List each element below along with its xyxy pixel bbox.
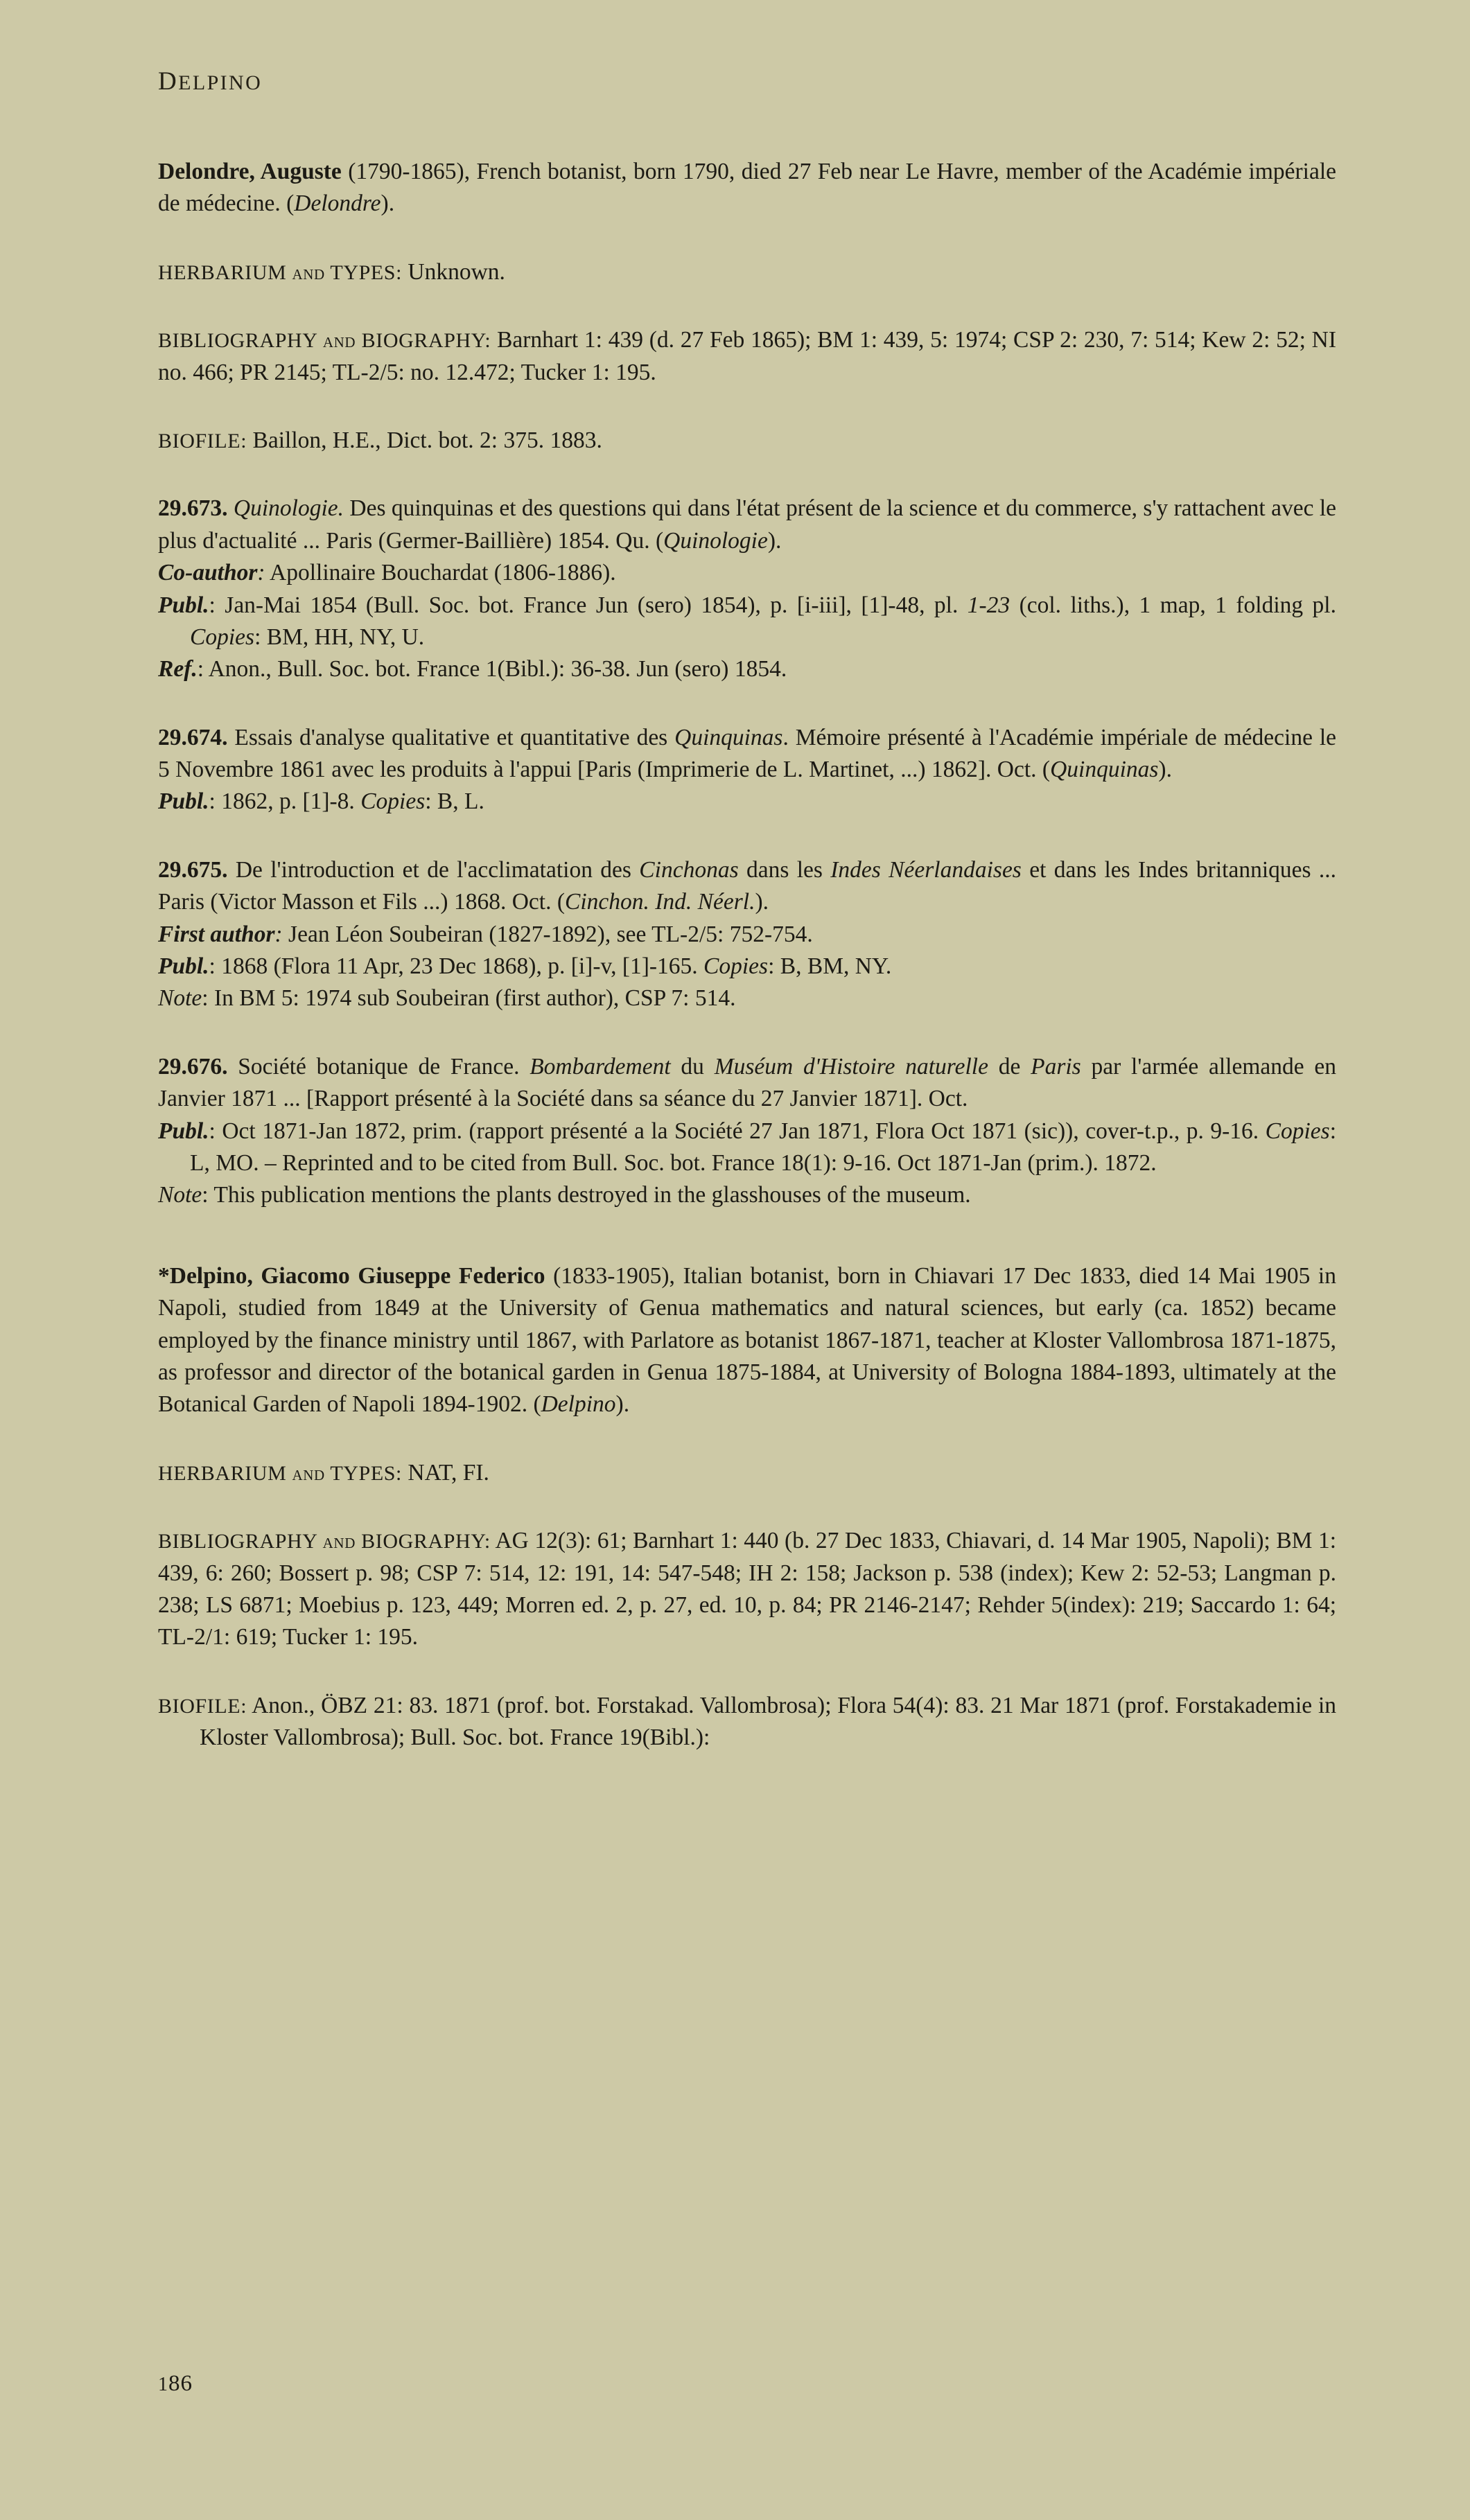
publ-text-29-674: 1862, p. [1]-8. Copies: B, L. (221, 788, 484, 815)
delpino-herbarium-text: NAT, FI. (408, 1459, 489, 1486)
publication-29-676-text: Société botanique de France. Bombardement du Muséum d'Histoire naturelle de Paris par l'armée allemande en Janvier 1871 ... [Rapport présenté à la Société dans sa séance du 27 Janvier 1871]. Oct. (158, 1053, 1337, 1112)
publication-29-673-body (158, 493, 1336, 557)
publication-number-29-674: 29.674. (158, 724, 228, 750)
publication-29-673-coauthor: Co-author: Apollinaire Bouchardat (1806-1886). (158, 560, 616, 586)
note-text-29-676: This publication mentions the plants destroyed in the glasshouses of the museum. (213, 1182, 971, 1208)
headword-delondre: Delondre, Auguste (158, 159, 342, 184)
first-author-text: Jean Léon Soubeiran (1827-1892), see TL-2/5: 752-754. (288, 921, 813, 947)
delondre-bibliography-section (158, 324, 1336, 389)
publication-29-676-publ: Publ.: Oct 1871-Jan 1872, prim. (rapport présenté a la Société 27 Jan 1871, Flora Oct 1871 (sic)), cover-t.p., p. 9-16. Copies: L, MO. – Reprinted and to be cited from Bull. Soc. bot. France 18(1): 9-16. Oct 1871-Jan (prim.). 1872. (158, 1118, 1337, 1176)
running-head-text: ELPINO (178, 71, 263, 94)
page-content (158, 67, 1336, 1754)
publ-text-29-675: 1868 (Flora 11 Apr, 23 Dec 1868), p. [i]-v, [1]-165. Copies: B, BM, NY. (221, 953, 892, 980)
publication-29-674-publ: Publ.: 1862, p. [1]-8. Copies: B, L. (158, 788, 484, 815)
delondre-bibliography-text: Barnhart 1: 439 (d. 27 Feb 1865); BM 1: 439, 5: 1974; CSP 2: 230, 7: 514; Kew 2: 52; NI no. 466; PR 2145; TL-2/5: no. 12.472; Tucker 1: 195. (158, 327, 1337, 385)
publ-text-29-673: Jan-Mai 1854 (Bull. Soc. bot. France Jun (sero) 1854), p. [i-iii], [1]-48, pl. 1-23 (col. liths.), 1 map, 1 folding pl. Copies: BM, HH, NY, U. (190, 592, 1336, 650)
section-label-biofile: BIOFILE: (158, 429, 247, 452)
publication-29-676 (158, 1051, 1336, 1212)
page-number-text: 86 (168, 2371, 193, 2396)
delpino-herbarium-section (158, 1457, 1336, 1489)
ref-text-29-673: Anon., Bull. Soc. bot. France 1(Bibl.): 36-38. Jun (sero) 1854. (208, 656, 787, 682)
entry-delondre-head (158, 156, 1336, 220)
page-number: 186 (158, 2371, 193, 2396)
section-label-biofile-2: BIOFILE: (158, 1694, 247, 1718)
coauthor-text: Apollinaire Bouchardat (1806-1886). (270, 560, 616, 586)
publication-number-29-673: 29.673. (158, 495, 228, 522)
delpino-bibliography-section (158, 1525, 1336, 1654)
publication-29-673-text: Des quinquinas et des questions qui dans l'état présent de la science et du commerce, s'y rattachent avec le plus d'actualité ... Paris (Germer-Baillière) 1854. Qu. (Quinologie). (158, 495, 1337, 554)
running-head: DELPINO (158, 67, 263, 96)
publication-number-29-675: 29.675. (158, 856, 228, 883)
publ-text-29-676: Oct 1871-Jan 1872, prim. (rapport présenté a la Société 27 Jan 1871, Flora Oct 1871 (sic)), cover-t.p., p. 9-16. Copies: L, MO. – Reprinted and to be cited from Bull. Soc. bot. France 18(1): 9-16. Oct 1871-Jan (prim.). 1872. (190, 1118, 1337, 1176)
publication-29-675-publ: Publ.: 1868 (Flora 11 Apr, 23 Dec 1868), p. [i]-v, [1]-165. Copies: B, BM, NY. (158, 953, 892, 980)
publication-29-676-body (158, 1051, 1336, 1116)
entry-delpino-head (158, 1260, 1336, 1421)
publication-29-673 (158, 493, 1336, 685)
delondre-biofile-section (158, 425, 1336, 457)
section-label-herbarium: HERBARIUM (158, 261, 287, 284)
publication-29-675-first-author: First author: Jean Léon Soubeiran (1827-1892), see TL-2/5: 752-754. (158, 921, 813, 947)
section-label-bibliography-2: BIBLIOGRAPHY and BIOGRAPHY: (158, 1530, 491, 1553)
headword-delpino: *Delpino, Giacomo Giuseppe Federico (158, 1262, 545, 1289)
section-label-herbarium-2: HERBARIUM and TYPES: (158, 1461, 402, 1485)
publication-number-29-676: 29.676. (158, 1053, 228, 1080)
publication-29-675 (158, 854, 1336, 1015)
publication-29-676-note: Note: This publication mentions the plants destroyed in the glasshouses of the museum. (158, 1182, 971, 1208)
section-label-bibliography: BIBLIOGRAPHY and BIOGRAPHY: (158, 329, 491, 353)
section-label-and: and (286, 261, 331, 284)
publication-29-674-body (158, 722, 1336, 786)
note-text-29-675: In BM 5: 1974 sub Soubeiran (first author), CSP 7: 514. (213, 985, 736, 1012)
delondre-herbarium-text: Unknown. (408, 258, 505, 285)
delpino-bibliography-text: AG 12(3): 61; Barnhart 1: 440 (b. 27 Dec 1833, Chiavari, d. 14 Mar 1905, Napoli); BM 1: 439, 6: 260; Bossert p. 98; CSP 7: 514, 12: 191, 14: 547-548; IH 2: 158; Jackson p. 538 (index); Kew 2: 52-53; Langman p. 238; LS 6871; Moebius p. 123, 449; Morren ed. 2, p. 27, ed. 10, p. 84; PR 2146-2147; Rehder 5(index): 219; Saccardo 1: 64; TL-2/1: 619; Tucker 1: 195. (158, 1528, 1337, 1650)
delpino-biofile-text: Anon., ÖBZ 21: 83. 1871 (prof. bot. Forstakad. Vallombrosa); Flora 54(4): 83. 21 Mar 1871 (prof. Forstakademie in Kloster Vallombrosa); Bull. Soc. bot. France 19(Bibl.): (200, 1692, 1336, 1751)
headword-delondre-text: (1790-1865), French botanist, born 1790, died 27 Feb near Le Havre, member of the Académie impériale de médecine. (Delondre). (158, 159, 1336, 217)
headword-delpino-text: (1833-1905), Italian botanist, born in Chiavari 17 Dec 1833, died 14 Mai 1905 in Napoli, studied from 1849 at the University of Genua mathematics and natural sciences, but early (ca. 1852) became employed by the finance ministry until 1867, with Parlatore as botanist 1867-1871, teacher at Kloster Vallombrosa 1871-1875, as professor and director of the botanical garden in Genua 1875-1884, at University of Bologna 1884-1893, ultimately at the Botanical Garden of Napoli 1894-1902. (Delpino). (158, 1262, 1336, 1418)
delondre-biofile-text: Baillon, H.E., Dict. bot. 2: 375. 1883. (252, 427, 602, 453)
delpino-biofile-section (158, 1690, 1336, 1754)
publication-29-675-text: De l'introduction et de l'acclimatation des Cinchonas dans les Indes Néerlandaises et dans les Indes britanniques ... Paris (Victor Masson et Fils ...) 1868. Oct. (Cinchon. Ind. Néerl.). (158, 856, 1336, 915)
publication-29-673-ref: Ref.: Anon., Bull. Soc. bot. France 1(Bibl.): 36-38. Jun (sero) 1854. (158, 656, 787, 682)
publication-29-674 (158, 722, 1336, 818)
section-label-types: TYPES: (330, 261, 403, 284)
delondre-herbarium-section (158, 256, 1336, 288)
publication-29-675-note: Note: In BM 5: 1974 sub Soubeiran (first author), CSP 7: 514. (158, 985, 736, 1012)
publication-29-674-text: Essais d'analyse qualitative et quantitative des Quinquinas. Mémoire présenté à l'Académie impériale de médecine le 5 Novembre 1861 avec les produits à l'appui [Paris (Imprimerie de L. Martinet, ...) 1862]. Oct. (Quinquinas). (158, 724, 1337, 783)
publication-title-29-673: Quinologie. (233, 495, 344, 522)
publication-29-675-body (158, 854, 1336, 919)
publication-29-673-publ: Publ.: Jan-Mai 1854 (Bull. Soc. bot. France Jun (sero) 1854), p. [i-iii], [1]-48, pl. 1-23 (col. liths.), 1 map, 1 folding pl. Copies: BM, HH, NY, U. (158, 592, 1336, 650)
